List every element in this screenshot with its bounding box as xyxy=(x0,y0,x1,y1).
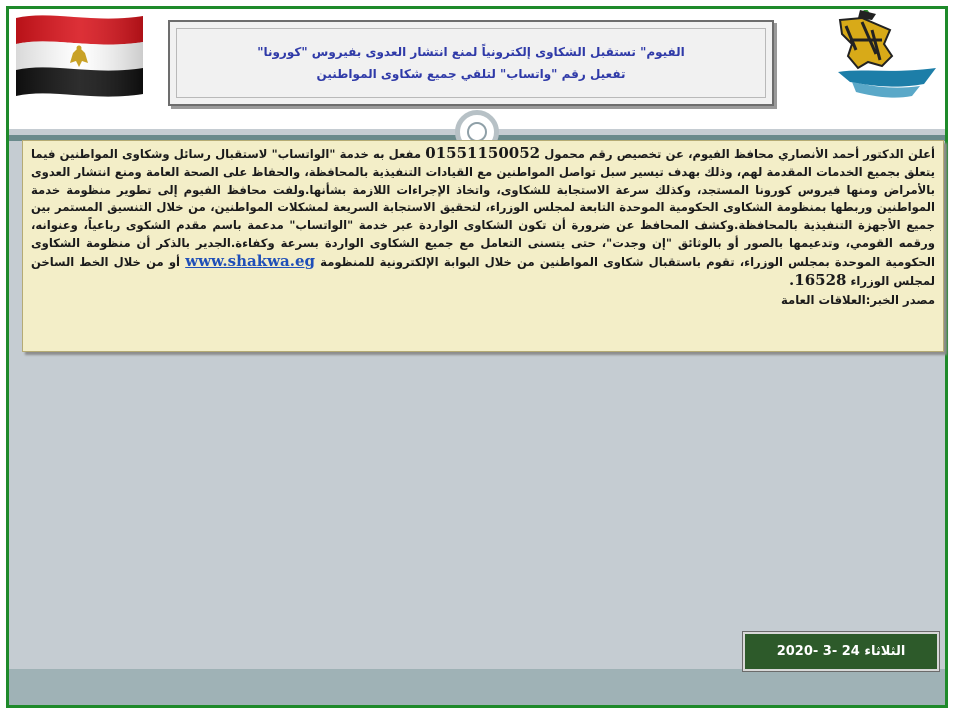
article-text-body: مفعل به خدمة "الواتساب" لاستقبال رسائل وشكاوى المواطنين فيما يتعلق بجميع الخدمات المقدمة لهم، وذلك بهدف تيسير سبل تواصل المواطنين مع القيادات التنفيذية بالمحافظة، والحفاظ على الصحة العامة ومنع انتشار العدوى بالأمراض ومنها فيروس كورونا المستجد، وكذلك سرعة الاستجابة للشكاوى، واتخاذ الإجراءات اللازمة بشأنها.ولفت محافظ الفيوم إلى تطوير منظومة خدمة المواطنين وربطها بمنظومة الشكاوى الحكومية الموحدة التابعة لمجلس الوزراء، لتحقيق الاستجابة السريعة لمشكلات المواطنين، من خلال التنسيق المستمر بين جميع الأجهزة التنفيذية بالمحافظة.وكشف المحافظ عن ضرورة أن تكون الشكاوى الواردة عبر خدمة "الواتساب" مدعمة باسم مقدم الشكوى رباعياً، وعنوانه، ورقمه القومي، وتدعيمها بالصور أو بالوثائق "إن وجدت"، حتى يتسنى التعامل مع جميع الشكاوى الواردة بسرعة وكفاءة.الجدير بالذكر أن منظومة الشكاوى الحكومية الموحدة بمجلس الوزراء، تقوم باستقبال شكاوى المواطنين من خلال البوابة الإلكترونية للمنظومة xyxy=(31,147,935,269)
headline-inner xyxy=(176,28,766,98)
article-paragraph xyxy=(31,145,935,290)
date-badge: الثلاثاء 24 -3 -2020 xyxy=(743,632,939,671)
news-source: مصدر الخبر:العلاقات العامة xyxy=(780,293,935,308)
fayoum-governorate-logo-icon xyxy=(832,10,942,110)
news-article xyxy=(22,140,944,352)
shakwa-portal-link[interactable]: www.shakwa.eg xyxy=(185,251,315,270)
headline-line-2: تفعيل رقم "واتساب" لتلقي جميع شكاوى المواطنين xyxy=(316,67,626,81)
whatsapp-number: 01551150052 xyxy=(425,144,541,162)
headline-box xyxy=(168,20,774,106)
article-text-hotline-prefix: أو من خلال الخط الساخن لمجلس الوزراء xyxy=(31,254,935,288)
footer-strip xyxy=(9,669,945,705)
hotline-number: 16528 xyxy=(794,270,847,289)
article-text-intro: أعلن الدكتور أحمد الأنصاري محافظ الفيوم، عن تخصيص رقم محمول xyxy=(540,147,936,161)
article-period: . xyxy=(789,270,795,289)
headline-line-1: الفيوم" تستقبل الشكاوى إلكترونياً لمنع انتشار العدوى بفيروس "كورونا" xyxy=(257,45,685,59)
egypt-flag-icon xyxy=(12,10,147,98)
